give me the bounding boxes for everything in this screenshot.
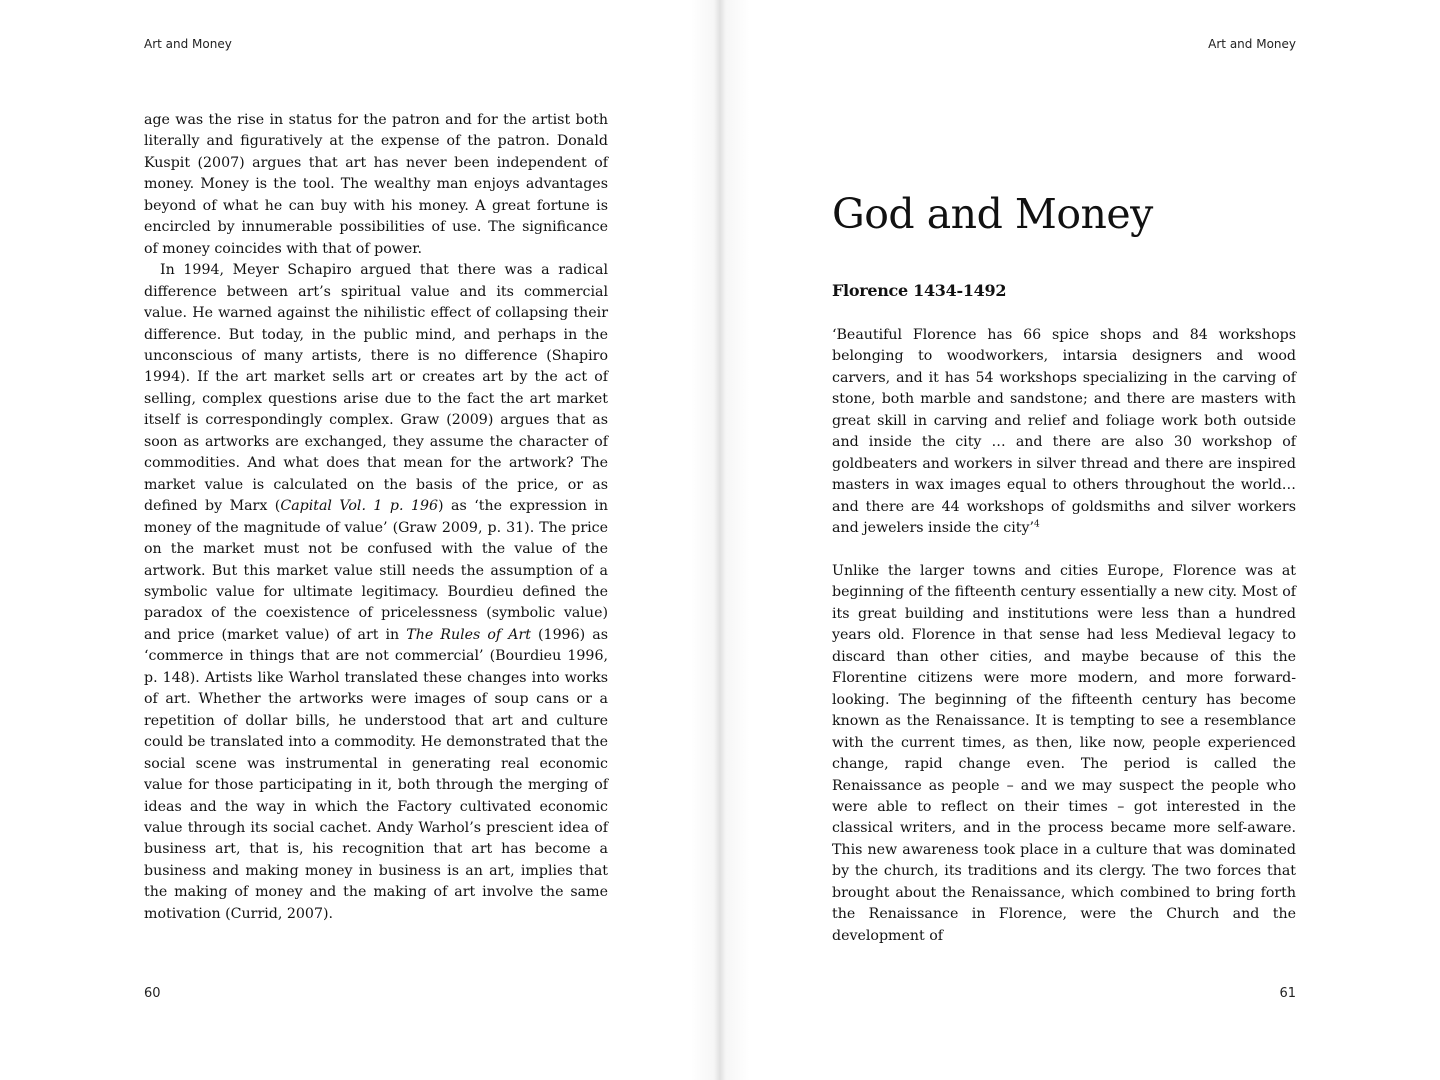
right-page-number: 61 — [1279, 986, 1296, 1001]
right-body-text — [832, 561, 1296, 947]
left-page-number: 60 — [144, 986, 161, 1001]
text-run: age was the rise in status for the patron and for the artist both literally and figuratively at the expense of the patron. Donald Kuspit (2007) argues that art has never been independent of money. Money is the tool. The wealthy man enjoys advantages beyond of what he can buy with his money. A great fortune is encircled by innumerable possibilities of use. The significance of money coincides with that of power. — [144, 112, 608, 257]
text-run: (1996) as ‘commerce in things that are not commercial’ (Bourdieu 1996, p. 148). Artists like Warhol translated these changes into works of art. Whether the artworks were images of soup cans or a repetition of dollar bills, he understood that art and culture could be translated into a commodity. He demonstrated that the social scene was instrumental in generating real economic value for those participating in it, both through the merging of ideas and the way in which the Factory cultivated economic value through its social cachet. Andy Warhol’s prescient idea of business art, that is, his recognition that art has become a business and making money in business is an art, implies that the making of money and the making of art involve the same motivation (Currid, 2007). — [144, 626, 608, 922]
footnote-reference[interactable]: 4 — [1033, 519, 1040, 530]
text-run: ) as ‘the expression in money of the magnitude of value’ (Graw 2009, p. 31). The price on the market must not be confused with the value of the artwork. But this market value still needs the assumption of a symbolic value for ultimate legitimacy. Bourdieu defined the paradox of the coexistence of pricelessness (symbolic value) and price (market value) of art in — [144, 498, 609, 643]
chapter-title: God and Money — [832, 190, 1153, 238]
italic-title: The Rules of Art — [406, 626, 531, 643]
quote-text: ‘Beautiful Florence has 66 spice shops and 84 workshops belonging to woodworkers, intarsia designers and wood carvers, and it has 54 workshops specializing in the carving of stone, both marble and sandstone; and there are masters with great skill in carving and relief and foliage work both outside and inside the city … and there are also 30 workshop of goldbeaters and workers in silver thread and there are inspired masters in wax images equal to others throughout the world… and there are 44 workshops of goldsmiths and silver workers and jewelers inside the city’ — [832, 327, 1296, 537]
section-title: Florence 1434-1492 — [832, 281, 1007, 300]
paragraph: Unlike the larger towns and cities Europe, Florence was at beginning of the fifteenth century essentially a new city. Most of its great building and institutions were less than a hundred years old. Florence in that sense had less Medieval legacy to discard than other cities, and maybe because of this the Florentine citizens were more modern, and more forward-looking. The beginning of the fifteenth century has become known as the Renaissance. It is tempting to see a resemblance with the current times, as then, like now, people experienced change, rapid change even. The period is called the Renaissance as people – and we may suspect the people who were able to reflect on their times – got interested in the classical writers, and in the process became more self-aware. This new awareness took place in a culture that was dominated by the church, its traditions and its clergy. The two forces that brought about the Renaissance, which combined to bring forth the Renaissance in Florence, were the Church and the development of — [832, 563, 1296, 944]
paragraph — [144, 110, 608, 260]
left-body-text — [144, 110, 608, 925]
paragraph — [144, 260, 608, 925]
right-running-head: Art and Money — [1208, 37, 1296, 51]
right-page — [720, 0, 1440, 1080]
opening-quote — [832, 325, 1296, 540]
text-run: In 1994, Meyer Schapiro argued that there was a radical difference between art’s spiritual value and its commercial value. He warned against the nihilistic effect of collapsing their difference. But today, in the public mind, and perhaps in the unconscious of many artists, there is no difference (Shapiro 1994). If the art market sells art or creates art by the act of selling, complex questions arise due to the fact the art market itself is correspondingly complex. Graw (2009) argues that as soon as artworks are exchanged, they assume the character of commodities. And what does that mean for the artwork? The market value is calculated on the basis of the price, or as defined by Marx ( — [144, 262, 608, 515]
italic-title: Capital Vol. 1 p. 196 — [280, 498, 439, 515]
left-running-head: Art and Money — [144, 37, 232, 51]
